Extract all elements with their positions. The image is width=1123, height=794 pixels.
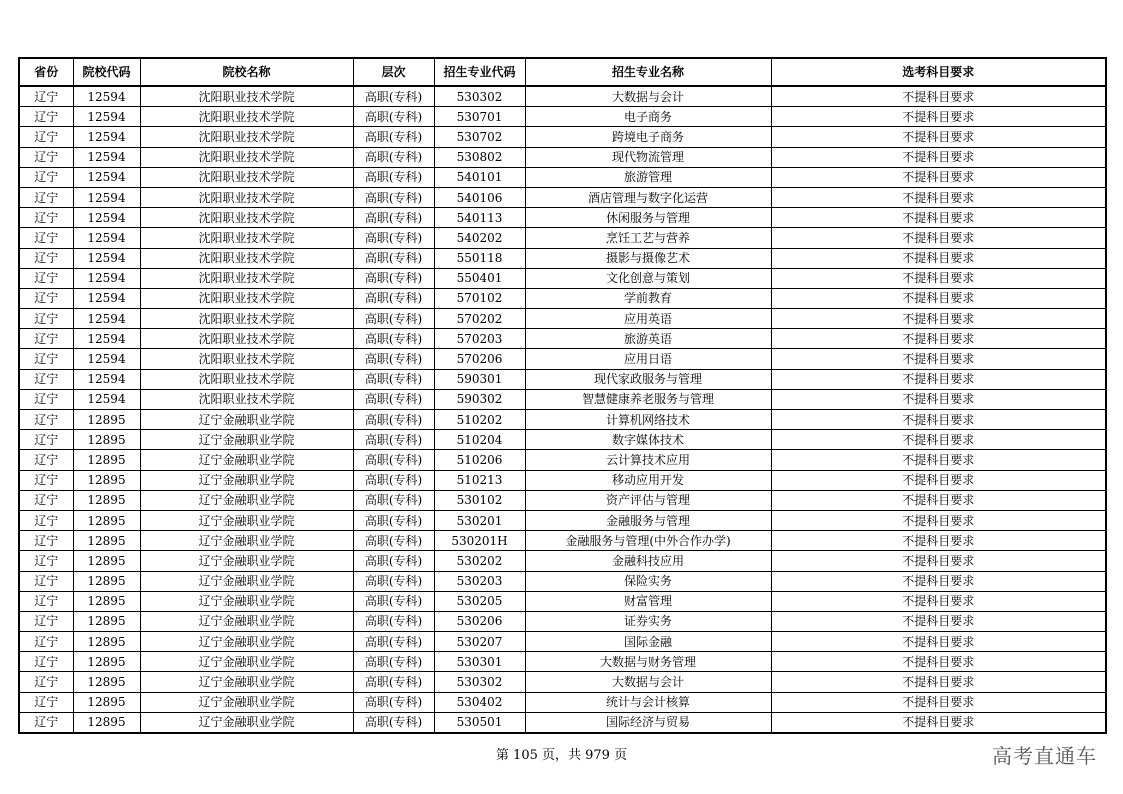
- table-row: [19, 127, 1106, 147]
- table-row: [19, 288, 1106, 308]
- cell-school-name: 沈阳职业技术学院: [140, 329, 353, 349]
- table-row: [19, 228, 1106, 248]
- cell-major-name: 应用日语: [525, 349, 771, 369]
- table-row: [19, 490, 1106, 510]
- cell-subject-requirement: 不提科目要求: [771, 510, 1106, 530]
- cell-major-name: 证券实务: [525, 611, 771, 631]
- cell-major-code: 540202: [434, 228, 525, 248]
- cell-school-code: 12594: [73, 86, 140, 107]
- table-header-row: [19, 58, 1106, 86]
- table-row: [19, 632, 1106, 652]
- cell-school-name: 沈阳职业技术学院: [140, 107, 353, 127]
- cell-province: 辽宁: [19, 208, 73, 228]
- cell-school-code: 12594: [73, 329, 140, 349]
- cell-subject-requirement: 不提科目要求: [771, 288, 1106, 308]
- cell-major-code: 550401: [434, 268, 525, 288]
- cell-major-name: 统计与会计核算: [525, 692, 771, 712]
- table-row: [19, 147, 1106, 167]
- cell-province: 辽宁: [19, 450, 73, 470]
- cell-major-name: 计算机网络技术: [525, 410, 771, 430]
- table-row: [19, 187, 1106, 207]
- cell-subject-requirement: 不提科目要求: [771, 551, 1106, 571]
- cell-major-name: 酒店管理与数字化运营: [525, 187, 771, 207]
- cell-school-name: 辽宁金融职业学院: [140, 632, 353, 652]
- cell-level: 高职(专科): [353, 228, 434, 248]
- cell-province: 辽宁: [19, 288, 73, 308]
- cell-province: 辽宁: [19, 86, 73, 107]
- cell-school-code: 12895: [73, 652, 140, 672]
- cell-school-name: 沈阳职业技术学院: [140, 167, 353, 187]
- cell-level: 高职(专科): [353, 288, 434, 308]
- cell-major-code: 530302: [434, 86, 525, 107]
- cell-subject-requirement: 不提科目要求: [771, 147, 1106, 167]
- cell-subject-requirement: 不提科目要求: [771, 591, 1106, 611]
- cell-major-name: 烹饪工艺与营养: [525, 228, 771, 248]
- cell-subject-requirement: 不提科目要求: [771, 349, 1106, 369]
- cell-school-name: 沈阳职业技术学院: [140, 349, 353, 369]
- cell-school-code: 12594: [73, 248, 140, 268]
- table-row: [19, 410, 1106, 430]
- cell-school-code: 12895: [73, 410, 140, 430]
- table-row: [19, 430, 1106, 450]
- cell-school-name: 辽宁金融职业学院: [140, 611, 353, 631]
- table-row: [19, 692, 1106, 712]
- cell-province: 辽宁: [19, 167, 73, 187]
- cell-school-name: 辽宁金融职业学院: [140, 510, 353, 530]
- cell-subject-requirement: 不提科目要求: [771, 228, 1106, 248]
- table-row: [19, 268, 1106, 288]
- table-row: [19, 389, 1106, 409]
- cell-school-code: 12594: [73, 268, 140, 288]
- cell-major-code: 570202: [434, 309, 525, 329]
- cell-province: 辽宁: [19, 652, 73, 672]
- cell-school-name: 沈阳职业技术学院: [140, 127, 353, 147]
- cell-subject-requirement: 不提科目要求: [771, 672, 1106, 692]
- cell-school-name: 沈阳职业技术学院: [140, 86, 353, 107]
- cell-major-code: 530501: [434, 712, 525, 733]
- cell-major-code: 530201H: [434, 531, 525, 551]
- cell-province: 辽宁: [19, 389, 73, 409]
- table-row: [19, 652, 1106, 672]
- cell-level: 高职(专科): [353, 712, 434, 733]
- cell-major-code: 530206: [434, 611, 525, 631]
- cell-level: 高职(专科): [353, 268, 434, 288]
- cell-level: 高职(专科): [353, 470, 434, 490]
- cell-level: 高职(专科): [353, 309, 434, 329]
- table-row: [19, 571, 1106, 591]
- cell-level: 高职(专科): [353, 147, 434, 167]
- cell-school-name: 沈阳职业技术学院: [140, 208, 353, 228]
- cell-major-code: 530702: [434, 127, 525, 147]
- cell-school-code: 12594: [73, 349, 140, 369]
- cell-school-code: 12895: [73, 611, 140, 631]
- cell-school-name: 沈阳职业技术学院: [140, 288, 353, 308]
- cell-province: 辽宁: [19, 551, 73, 571]
- cell-school-name: 辽宁金融职业学院: [140, 551, 353, 571]
- cell-level: 高职(专科): [353, 652, 434, 672]
- cell-major-code: 530802: [434, 147, 525, 167]
- cell-level: 高职(专科): [353, 571, 434, 591]
- cell-school-name: 辽宁金融职业学院: [140, 410, 353, 430]
- cell-province: 辽宁: [19, 470, 73, 490]
- cell-subject-requirement: 不提科目要求: [771, 652, 1106, 672]
- cell-province: 辽宁: [19, 147, 73, 167]
- cell-school-code: 12594: [73, 288, 140, 308]
- cell-major-code: 570206: [434, 349, 525, 369]
- cell-school-code: 12895: [73, 591, 140, 611]
- table-row: [19, 611, 1106, 631]
- cell-level: 高职(专科): [353, 510, 434, 530]
- cell-level: 高职(专科): [353, 107, 434, 127]
- cell-school-name: 辽宁金融职业学院: [140, 652, 353, 672]
- cell-school-code: 12594: [73, 107, 140, 127]
- cell-major-name: 休闲服务与管理: [525, 208, 771, 228]
- cell-level: 高职(专科): [353, 329, 434, 349]
- cell-school-code: 12594: [73, 167, 140, 187]
- cell-school-name: 沈阳职业技术学院: [140, 248, 353, 268]
- cell-province: 辽宁: [19, 712, 73, 733]
- cell-province: 辽宁: [19, 107, 73, 127]
- cell-major-name: 摄影与摄像艺术: [525, 248, 771, 268]
- cell-major-code: 540113: [434, 208, 525, 228]
- cell-level: 高职(专科): [353, 450, 434, 470]
- cell-major-code: 530207: [434, 632, 525, 652]
- cell-major-name: 学前教育: [525, 288, 771, 308]
- cell-major-code: 570102: [434, 288, 525, 308]
- watermark-logo: 高考直通车: [992, 744, 1097, 768]
- cell-school-code: 12895: [73, 632, 140, 652]
- cell-major-name: 跨境电子商务: [525, 127, 771, 147]
- cell-level: 高职(专科): [353, 632, 434, 652]
- cell-subject-requirement: 不提科目要求: [771, 490, 1106, 510]
- cell-subject-requirement: 不提科目要求: [771, 107, 1106, 127]
- cell-province: 辽宁: [19, 309, 73, 329]
- cell-province: 辽宁: [19, 490, 73, 510]
- cell-major-code: 570203: [434, 329, 525, 349]
- cell-subject-requirement: 不提科目要求: [771, 167, 1106, 187]
- cell-province: 辽宁: [19, 571, 73, 591]
- cell-subject-requirement: 不提科目要求: [771, 430, 1106, 450]
- cell-level: 高职(专科): [353, 349, 434, 369]
- cell-level: 高职(专科): [353, 187, 434, 207]
- cell-level: 高职(专科): [353, 490, 434, 510]
- cell-province: 辽宁: [19, 632, 73, 652]
- cell-school-name: 沈阳职业技术学院: [140, 369, 353, 389]
- table-row: [19, 349, 1106, 369]
- cell-province: 辽宁: [19, 692, 73, 712]
- cell-level: 高职(专科): [353, 410, 434, 430]
- cell-major-code: 590302: [434, 389, 525, 409]
- cell-province: 辽宁: [19, 228, 73, 248]
- cell-subject-requirement: 不提科目要求: [771, 389, 1106, 409]
- table-row: [19, 329, 1106, 349]
- cell-major-name: 金融服务与管理(中外合作办学): [525, 531, 771, 551]
- cell-school-code: 12895: [73, 510, 140, 530]
- cell-major-name: 财富管理: [525, 591, 771, 611]
- cell-major-name: 智慧健康养老服务与管理: [525, 389, 771, 409]
- table-row: [19, 510, 1106, 530]
- cell-major-name: 云计算技术应用: [525, 450, 771, 470]
- cell-school-code: 12895: [73, 430, 140, 450]
- cell-subject-requirement: 不提科目要求: [771, 531, 1106, 551]
- table-body: [19, 86, 1106, 733]
- cell-major-code: 510206: [434, 450, 525, 470]
- cell-school-code: 12895: [73, 712, 140, 733]
- cell-school-code: 12895: [73, 672, 140, 692]
- cell-level: 高职(专科): [353, 389, 434, 409]
- column-header-province: 省份: [19, 58, 73, 86]
- cell-subject-requirement: 不提科目要求: [771, 248, 1106, 268]
- column-header-subject-requirement: 选考科目要求: [771, 58, 1106, 86]
- column-header-major-code: 招生专业代码: [434, 58, 525, 86]
- cell-school-code: 12895: [73, 490, 140, 510]
- cell-school-code: 12594: [73, 369, 140, 389]
- cell-school-code: 12895: [73, 571, 140, 591]
- cell-major-name: 现代家政服务与管理: [525, 369, 771, 389]
- table-row: [19, 369, 1106, 389]
- cell-school-name: 辽宁金融职业学院: [140, 591, 353, 611]
- cell-major-code: 590301: [434, 369, 525, 389]
- column-header-level: 层次: [353, 58, 434, 86]
- cell-school-name: 辽宁金融职业学院: [140, 490, 353, 510]
- cell-province: 辽宁: [19, 430, 73, 450]
- cell-subject-requirement: 不提科目要求: [771, 692, 1106, 712]
- cell-school-code: 12594: [73, 208, 140, 228]
- cell-major-name: 大数据与会计: [525, 672, 771, 692]
- cell-level: 高职(专科): [353, 86, 434, 107]
- cell-province: 辽宁: [19, 510, 73, 530]
- cell-major-name: 应用英语: [525, 309, 771, 329]
- cell-major-name: 大数据与财务管理: [525, 652, 771, 672]
- table-row: [19, 591, 1106, 611]
- cell-province: 辽宁: [19, 268, 73, 288]
- cell-school-name: 辽宁金融职业学院: [140, 470, 353, 490]
- cell-major-code: 530402: [434, 692, 525, 712]
- cell-school-code: 12594: [73, 147, 140, 167]
- cell-subject-requirement: 不提科目要求: [771, 208, 1106, 228]
- cell-major-code: 530202: [434, 551, 525, 571]
- cell-school-name: 辽宁金融职业学院: [140, 692, 353, 712]
- cell-subject-requirement: 不提科目要求: [771, 309, 1106, 329]
- table-row: [19, 712, 1106, 733]
- cell-province: 辽宁: [19, 672, 73, 692]
- table-row: [19, 208, 1106, 228]
- cell-level: 高职(专科): [353, 672, 434, 692]
- cell-school-code: 12895: [73, 531, 140, 551]
- cell-major-name: 电子商务: [525, 107, 771, 127]
- cell-subject-requirement: 不提科目要求: [771, 410, 1106, 430]
- cell-school-code: 12594: [73, 187, 140, 207]
- cell-level: 高职(专科): [353, 127, 434, 147]
- cell-major-name: 国际金融: [525, 632, 771, 652]
- cell-major-name: 文化创意与策划: [525, 268, 771, 288]
- cell-major-name: 国际经济与贸易: [525, 712, 771, 733]
- cell-major-code: 530701: [434, 107, 525, 127]
- cell-subject-requirement: 不提科目要求: [771, 369, 1106, 389]
- cell-major-name: 金融科技应用: [525, 551, 771, 571]
- page-footer: [0, 744, 1123, 763]
- table-row: [19, 470, 1106, 490]
- cell-major-code: 530205: [434, 591, 525, 611]
- cell-school-name: 辽宁金融职业学院: [140, 531, 353, 551]
- table-row: [19, 450, 1106, 470]
- cell-major-name: 金融服务与管理: [525, 510, 771, 530]
- cell-school-name: 辽宁金融职业学院: [140, 712, 353, 733]
- cell-province: 辽宁: [19, 611, 73, 631]
- cell-school-code: 12594: [73, 228, 140, 248]
- cell-major-code: 530301: [434, 652, 525, 672]
- table-row: [19, 309, 1106, 329]
- cell-level: 高职(专科): [353, 248, 434, 268]
- cell-major-code: 550118: [434, 248, 525, 268]
- cell-school-name: 辽宁金融职业学院: [140, 430, 353, 450]
- cell-school-name: 沈阳职业技术学院: [140, 309, 353, 329]
- cell-subject-requirement: 不提科目要求: [771, 571, 1106, 591]
- table-row: [19, 531, 1106, 551]
- cell-level: 高职(专科): [353, 531, 434, 551]
- table-row: [19, 107, 1106, 127]
- cell-school-name: 沈阳职业技术学院: [140, 147, 353, 167]
- cell-level: 高职(专科): [353, 611, 434, 631]
- cell-major-name: 旅游英语: [525, 329, 771, 349]
- cell-subject-requirement: 不提科目要求: [771, 187, 1106, 207]
- cell-province: 辽宁: [19, 531, 73, 551]
- cell-province: 辽宁: [19, 127, 73, 147]
- cell-school-name: 辽宁金融职业学院: [140, 450, 353, 470]
- cell-subject-requirement: 不提科目要求: [771, 450, 1106, 470]
- page-number-text: 第 105 页，共 979 页: [495, 748, 628, 763]
- cell-subject-requirement: 不提科目要求: [771, 86, 1106, 107]
- cell-province: 辽宁: [19, 591, 73, 611]
- table-row: [19, 672, 1106, 692]
- cell-major-code: 540101: [434, 167, 525, 187]
- table-row: [19, 167, 1106, 187]
- cell-school-name: 辽宁金融职业学院: [140, 672, 353, 692]
- cell-school-name: 沈阳职业技术学院: [140, 187, 353, 207]
- cell-school-code: 12594: [73, 309, 140, 329]
- cell-major-code: 530201: [434, 510, 525, 530]
- cell-subject-requirement: 不提科目要求: [771, 329, 1106, 349]
- cell-major-name: 现代物流管理: [525, 147, 771, 167]
- cell-level: 高职(专科): [353, 208, 434, 228]
- cell-level: 高职(专科): [353, 591, 434, 611]
- cell-major-code: 530102: [434, 490, 525, 510]
- cell-major-name: 保险实务: [525, 571, 771, 591]
- cell-subject-requirement: 不提科目要求: [771, 712, 1106, 733]
- cell-major-code: 510204: [434, 430, 525, 450]
- cell-school-name: 沈阳职业技术学院: [140, 228, 353, 248]
- cell-major-name: 旅游管理: [525, 167, 771, 187]
- table-row: [19, 551, 1106, 571]
- table-row: [19, 248, 1106, 268]
- cell-province: 辽宁: [19, 369, 73, 389]
- column-header-school-name: 院校名称: [140, 58, 353, 86]
- cell-school-code: 12895: [73, 692, 140, 712]
- cell-subject-requirement: 不提科目要求: [771, 611, 1106, 631]
- cell-level: 高职(专科): [353, 430, 434, 450]
- cell-province: 辽宁: [19, 349, 73, 369]
- cell-level: 高职(专科): [353, 167, 434, 187]
- cell-school-name: 沈阳职业技术学院: [140, 389, 353, 409]
- cell-level: 高职(专科): [353, 551, 434, 571]
- cell-school-code: 12895: [73, 551, 140, 571]
- cell-school-name: 沈阳职业技术学院: [140, 268, 353, 288]
- cell-major-name: 资产评估与管理: [525, 490, 771, 510]
- cell-major-code: 530203: [434, 571, 525, 591]
- cell-major-name: 数字媒体技术: [525, 430, 771, 450]
- cell-province: 辽宁: [19, 248, 73, 268]
- cell-province: 辽宁: [19, 187, 73, 207]
- cell-school-code: 12594: [73, 127, 140, 147]
- table-row: [19, 86, 1106, 107]
- cell-level: 高职(专科): [353, 369, 434, 389]
- cell-major-code: 510213: [434, 470, 525, 490]
- cell-major-name: 大数据与会计: [525, 86, 771, 107]
- cell-province: 辽宁: [19, 410, 73, 430]
- cell-level: 高职(专科): [353, 692, 434, 712]
- cell-province: 辽宁: [19, 329, 73, 349]
- cell-school-name: 辽宁金融职业学院: [140, 571, 353, 591]
- column-header-school-code: 院校代码: [73, 58, 140, 86]
- cell-subject-requirement: 不提科目要求: [771, 632, 1106, 652]
- admission-table: [18, 57, 1107, 734]
- cell-major-code: 540106: [434, 187, 525, 207]
- column-header-major-name: 招生专业名称: [525, 58, 771, 86]
- cell-subject-requirement: 不提科目要求: [771, 127, 1106, 147]
- cell-school-code: 12895: [73, 450, 140, 470]
- cell-school-code: 12895: [73, 470, 140, 490]
- cell-subject-requirement: 不提科目要求: [771, 470, 1106, 490]
- cell-subject-requirement: 不提科目要求: [771, 268, 1106, 288]
- cell-major-code: 530302: [434, 672, 525, 692]
- cell-major-code: 510202: [434, 410, 525, 430]
- cell-major-name: 移动应用开发: [525, 470, 771, 490]
- cell-school-code: 12594: [73, 389, 140, 409]
